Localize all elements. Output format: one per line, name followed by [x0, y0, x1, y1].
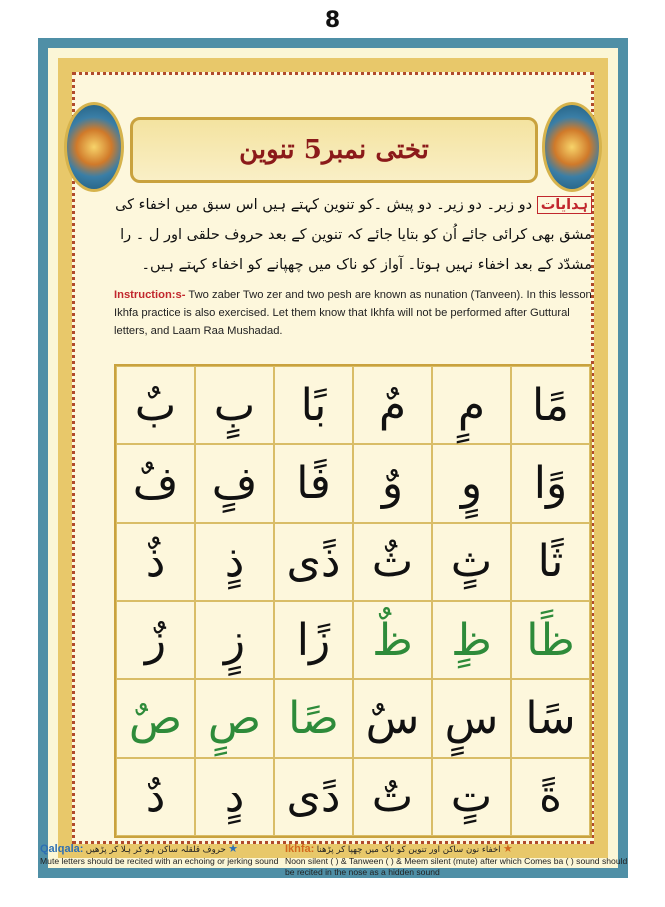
- letter-cell: ثٍ: [432, 523, 511, 601]
- star-icon: ★: [502, 843, 513, 855]
- letter-cell: بٌ: [116, 366, 195, 444]
- letter-cell: تٌ: [353, 758, 432, 836]
- letter-cell: تٍ: [432, 758, 511, 836]
- letter-cell: فًا: [274, 444, 353, 522]
- letter-cell: ظًا: [511, 601, 590, 679]
- instructions-text: Two zaber Two zer and two pesh are known as nunation (Tanveen). In this lesson Ikhfa practice is also exercised. Let them know that Ikhfa will not be performed after Guttural letters, and Laam Raa Mushadad.: [114, 289, 592, 337]
- letter-cell: ظٌ: [353, 601, 432, 679]
- star-icon: ★: [228, 843, 239, 855]
- urdu-instructions-text: دو زبر۔ دو زیر۔ دو پیش ۔کو تنوین کہتے ہیں اس سبق میں اخفاء کی مشق بھی کرائی جائے اُن کو بتایا جائے کہ تنوین کے بعد حروف حلقی اور ل ۔ را مشدّد کے بعد اخفاء نہیں ہوتا۔ آواز کو ناک میں چھپانے کو اخفاء کہتے ہیں۔: [115, 197, 592, 273]
- letter-cell: زٌ: [116, 601, 195, 679]
- letter-cell: بٍ: [195, 366, 274, 444]
- urdu-instructions: [114, 190, 592, 280]
- letter-cell: سٌ: [353, 679, 432, 757]
- letter-cell: زًا: [274, 601, 353, 679]
- letter-cell: فٌ: [116, 444, 195, 522]
- letter-cell: وًا: [511, 444, 590, 522]
- qalqala-urdu: حروف قلقلہ ساکن ہو کر ہلا کر پڑھیں: [85, 845, 226, 855]
- letter-cell: ةً: [511, 758, 590, 836]
- ornamental-frame: [38, 38, 628, 878]
- footer: [0, 842, 665, 907]
- letter-cell: ثًا: [511, 523, 590, 601]
- urdu-label: ہدایات: [537, 196, 592, 214]
- letter-cell: ذٌ: [116, 523, 195, 601]
- letter-cell: ذٍ: [195, 523, 274, 601]
- english-instructions: [114, 286, 592, 340]
- letter-cell: مًا: [511, 366, 590, 444]
- page-title: تختی نمبر5 تنوین: [239, 135, 429, 165]
- frame-inner: [58, 58, 608, 858]
- letter-cell: وٌ: [353, 444, 432, 522]
- right-medallion-icon: [542, 102, 602, 192]
- page-number: 8: [324, 8, 341, 33]
- ikhfa-urdu: اخفاء نون ساکن اور تنوین کو ناک میں چھپا کر پڑھنا: [316, 845, 501, 855]
- letter-cell: دٌ: [116, 758, 195, 836]
- ikhfa-text: Noon silent ( ) & Tanween ( ) & Meem silent (mute) after which Comes ba ( ) sound should be recited in the nose as a hidden sound: [285, 856, 628, 877]
- letter-cell: ظٍ: [432, 601, 511, 679]
- letter-cell: بًا: [274, 366, 353, 444]
- letter-cell: سًا: [511, 679, 590, 757]
- left-medallion-icon: [64, 102, 124, 192]
- qalqala-text: Mute letters should be recited with an echoing or jerking sound: [40, 856, 279, 866]
- letter-cell: سٍ: [432, 679, 511, 757]
- letter-cell: صٌ: [116, 679, 195, 757]
- letter-cell: صٍ: [195, 679, 274, 757]
- qalqala-note: [40, 844, 280, 867]
- letter-cell: مٌ: [353, 366, 432, 444]
- ikhfa-note: [285, 844, 630, 878]
- letter-cell: زٍ: [195, 601, 274, 679]
- letter-cell: دٍ: [195, 758, 274, 836]
- qalqala-title: Qalqala:: [40, 843, 84, 855]
- letter-grid: [114, 364, 592, 838]
- letter-cell: ثٌ: [353, 523, 432, 601]
- letter-cell: صًا: [274, 679, 353, 757]
- letter-cell: وٍ: [432, 444, 511, 522]
- title-banner: [130, 117, 538, 183]
- ikhfa-title: Ikhfa:: [285, 843, 315, 855]
- letter-cell: فٍ: [195, 444, 274, 522]
- letter-cell: دًى: [274, 758, 353, 836]
- letter-cell: ذًى: [274, 523, 353, 601]
- instructions-label: Instruction:s-: [114, 289, 186, 301]
- letter-cell: مٍ: [432, 366, 511, 444]
